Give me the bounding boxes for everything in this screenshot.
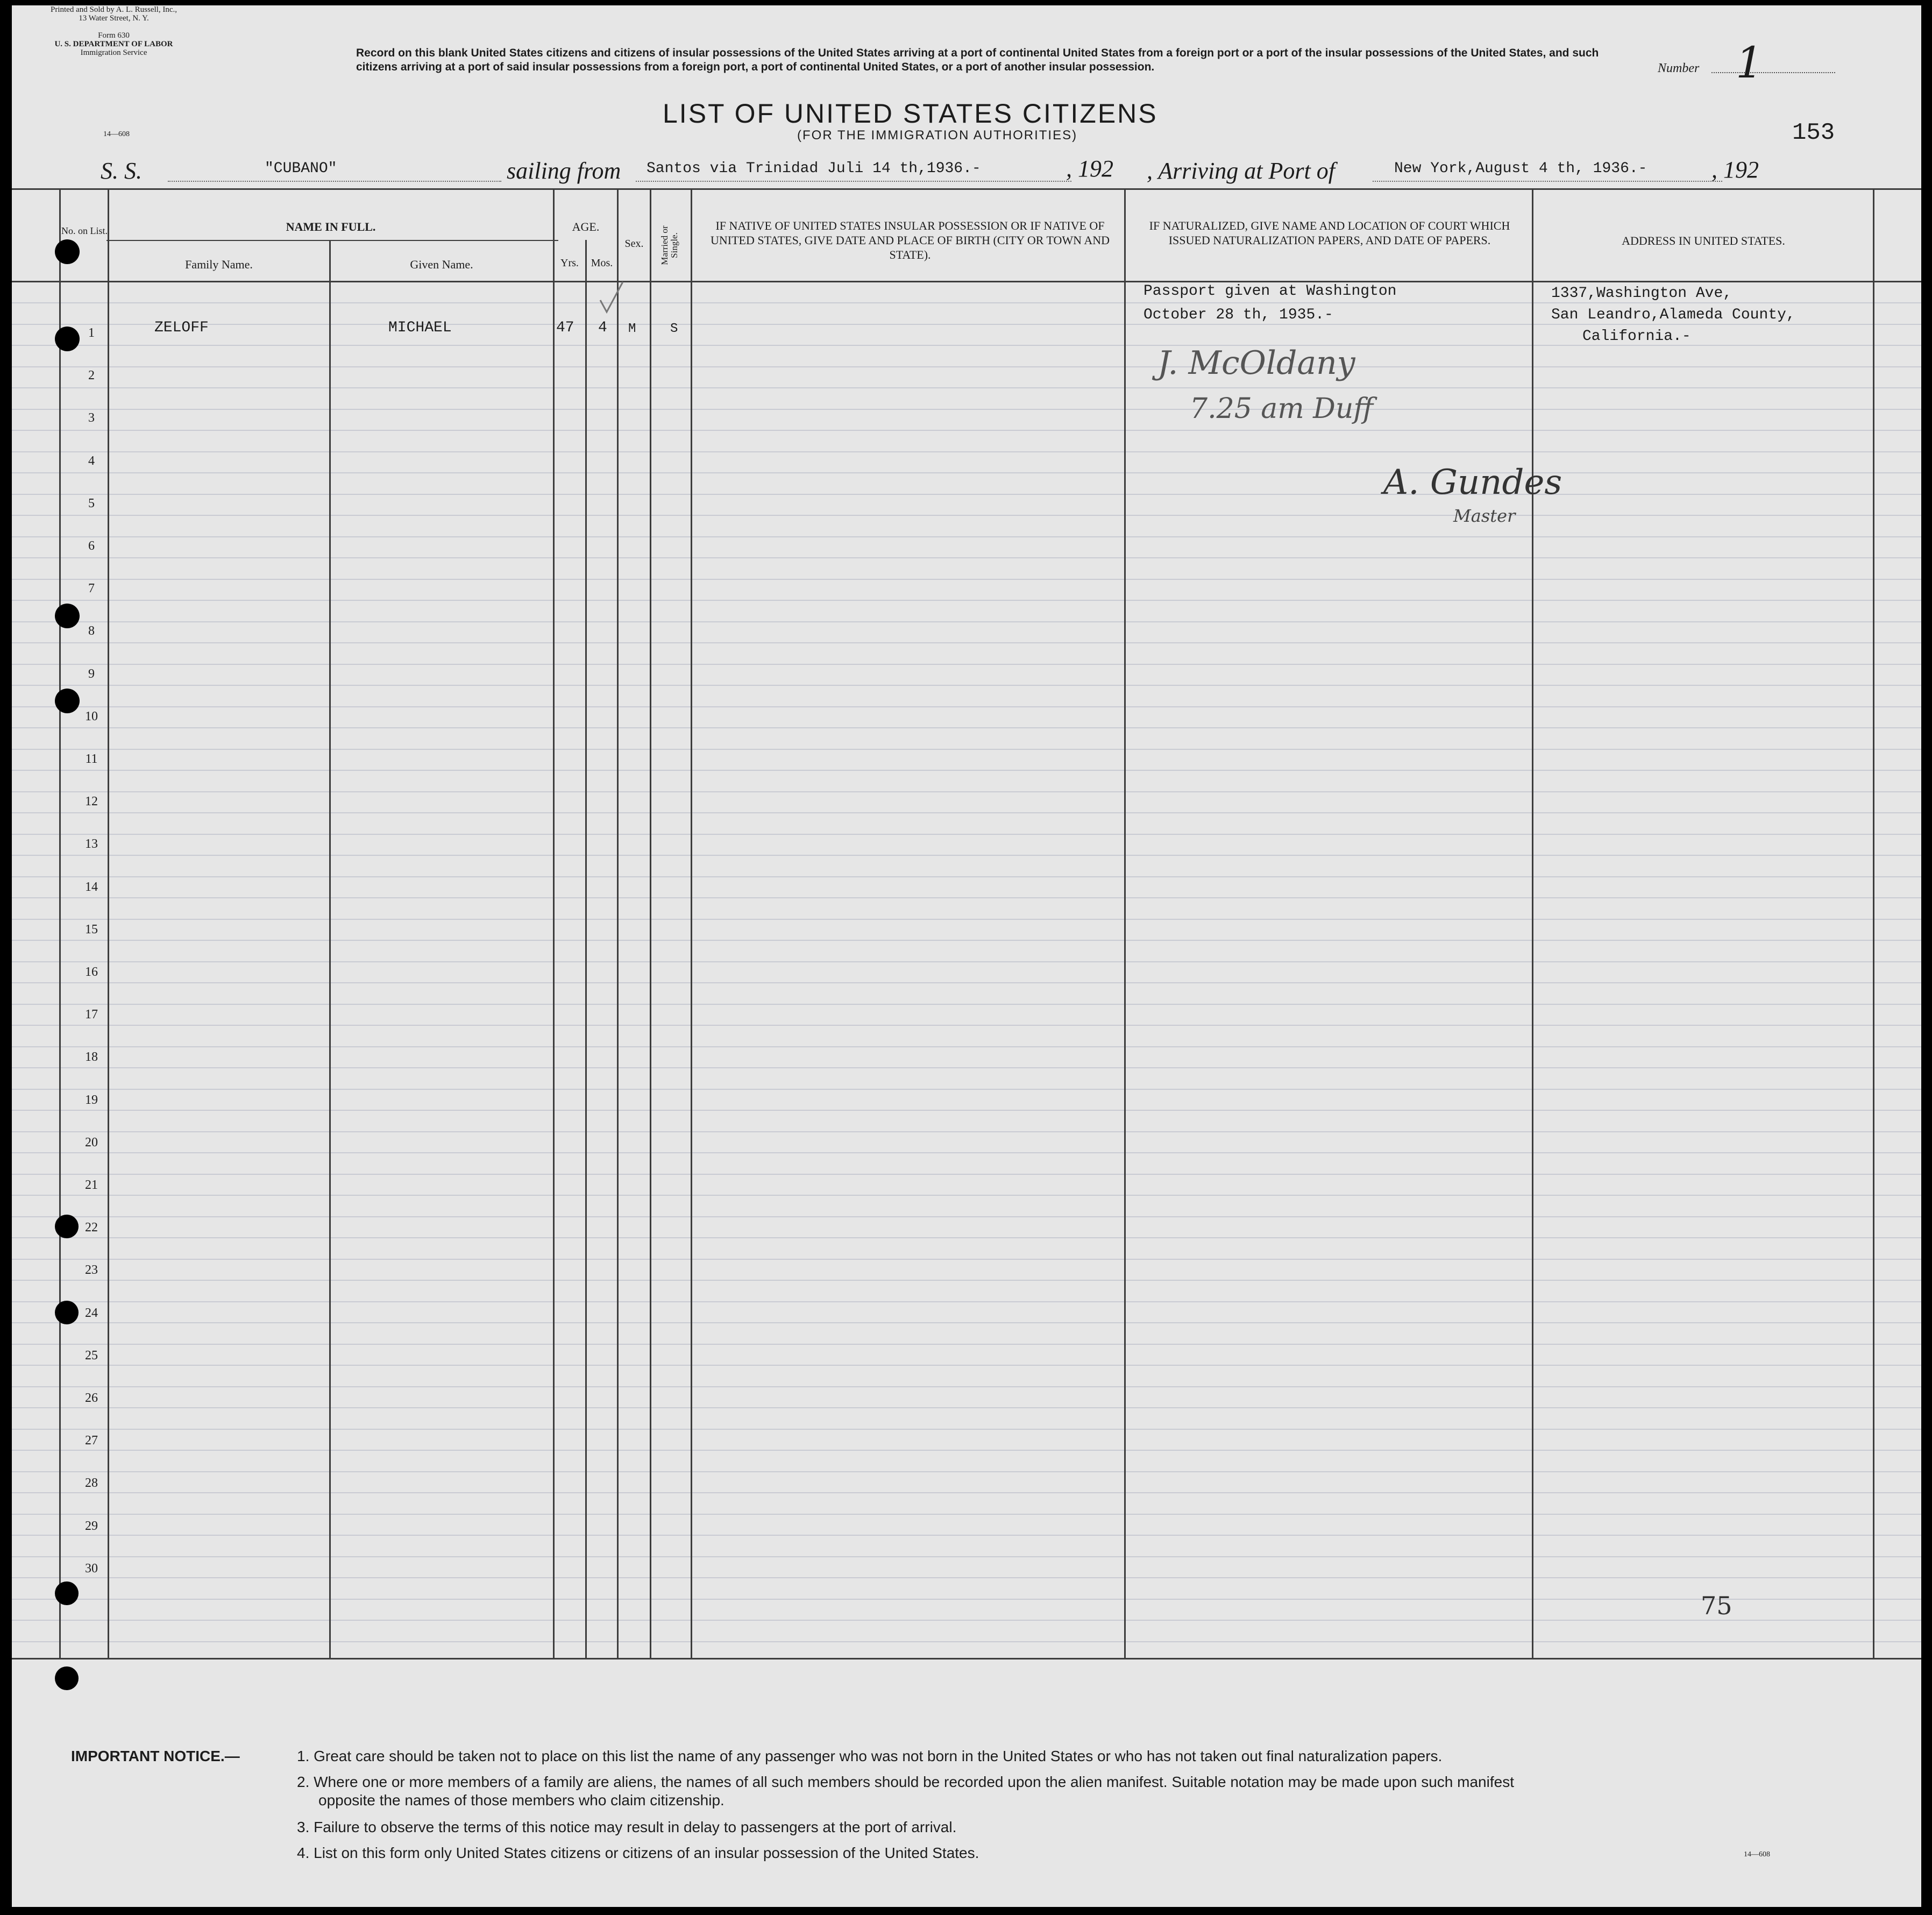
entry-given-name: MICHAEL (388, 320, 452, 336)
entry-age-years: 47 (556, 320, 574, 336)
ruled-line (12, 940, 1921, 941)
ruled-line (12, 1514, 1921, 1515)
header-yrs: Yrs. (560, 257, 579, 269)
notice-item-2b: opposite the names of those members who claim citizenship. (318, 1792, 724, 1808)
address-line-2: San Leandro,Alameda County, (1551, 307, 1795, 323)
ruled-line (12, 706, 1921, 707)
row-number: 8 (88, 624, 95, 638)
service: Immigration Service (80, 48, 147, 57)
check-mark (598, 280, 630, 323)
ss-label: S. S. (101, 158, 142, 184)
notice-item-4: 4. List on this form only United States citizens or citizens of an insular possession of the United States. (297, 1845, 979, 1861)
ruled-line (12, 536, 1921, 537)
header-married-single: Married or Single. (659, 225, 679, 265)
ruled-line (12, 1492, 1921, 1493)
row-number: 9 (88, 667, 95, 681)
ruled-line (12, 621, 1921, 622)
ruled-line (12, 1110, 1921, 1111)
ruled-line (12, 1641, 1921, 1642)
row-number: 2 (88, 368, 95, 382)
row-number: 30 (85, 1562, 98, 1576)
ruled-line (12, 1174, 1921, 1175)
ruled-line (12, 1620, 1921, 1621)
ruled-line (12, 961, 1921, 962)
arriving-label: , Arriving at Port of (1147, 158, 1335, 184)
ruled-line (12, 345, 1921, 346)
ruled-line (12, 834, 1921, 835)
ruled-line (12, 1386, 1921, 1387)
row-number: 11 (85, 752, 98, 766)
punch-hole (55, 1215, 79, 1238)
ruled-line (12, 1067, 1921, 1068)
row-number: 20 (85, 1136, 98, 1150)
ruled-line (12, 1131, 1921, 1132)
entry-married: S (670, 322, 678, 336)
ruled-line (12, 664, 1921, 665)
punch-hole (55, 689, 80, 713)
header-name-in-full: NAME IN FULL. (286, 220, 376, 233)
ruled-line (12, 1301, 1921, 1302)
ruled-line (12, 579, 1921, 580)
ruled-line (12, 727, 1921, 728)
number-label: Number (1658, 61, 1700, 75)
entry-age-months: 4 (598, 320, 607, 336)
record-note: Record on this blank United States citizens and citizens of insular possessions of the United States arriving at a port of continental United States from a foreign port or a port of the insular possessions of the United States, and such citizens arriving at a port of said insular possessions from a foreign port, a port of continental United States, or a port of another insular possession. (356, 47, 1599, 73)
ruled-line (12, 302, 1921, 303)
punch-hole (55, 1581, 79, 1605)
sailing-label: sailing from (507, 158, 621, 184)
ruled-line (12, 1152, 1921, 1153)
ruled-line (12, 791, 1921, 792)
header-no-on-list: No. on List. (61, 225, 108, 236)
ruled-line (12, 430, 1921, 431)
row-number: 12 (85, 795, 98, 808)
page-title: LIST OF UNITED STATES CITIZENS (663, 98, 1158, 129)
ruled-line (12, 1195, 1921, 1196)
ruled-line (12, 685, 1921, 686)
ruled-line (12, 1259, 1921, 1260)
ruled-line (12, 855, 1921, 856)
col-line-sex (650, 188, 651, 1659)
sailing-underline (636, 181, 1071, 182)
bottom-form-code: 14—608 (1744, 1850, 1770, 1859)
row-number: 5 (88, 497, 95, 510)
row-number: 18 (85, 1050, 98, 1064)
ruled-line (12, 1577, 1921, 1578)
ruled-line (12, 749, 1921, 750)
row-number: 28 (85, 1476, 98, 1490)
naturalized-line-2: October 28 th, 1935.- (1143, 307, 1333, 323)
entry-sex: M (628, 322, 636, 336)
arriving-underline (1373, 181, 1722, 182)
row-number: 4 (88, 454, 95, 468)
printer-info (51, 5, 177, 57)
ruled-line (12, 1280, 1921, 1281)
printer-line: Printed and Sold by A. L. Russell, Inc., (51, 5, 177, 14)
ruled-line (12, 366, 1921, 367)
header-mos: Mos. (591, 257, 613, 269)
row-number: 14 (85, 880, 98, 894)
col-line-given (553, 188, 555, 1659)
ruled-line (12, 1046, 1921, 1047)
ruled-line (12, 1025, 1921, 1026)
ruled-line (12, 1344, 1921, 1345)
ship-name: "CUBANO" (265, 160, 337, 177)
entry-family-name: ZELOFF (154, 320, 209, 336)
row-number: 25 (85, 1349, 98, 1363)
notice-item-2a: 2. Where one or more members of a family are aliens, the names of all such members should be recorded upon the alien manifest. Suitable notation may be made upon such manifest (297, 1774, 1514, 1790)
notice-heading: IMPORTANT NOTICE.— (71, 1748, 240, 1764)
row-number: 27 (85, 1434, 98, 1448)
ruled-line (12, 324, 1921, 325)
row-number: 6 (88, 539, 95, 553)
row-number: 3 (88, 411, 95, 425)
ruled-line (12, 919, 1921, 920)
ruled-line (12, 1407, 1921, 1408)
ruled-line (12, 387, 1921, 388)
address-line-3: California.- (1582, 328, 1691, 345)
printer-address: 13 Water Street, N. Y. (79, 14, 149, 23)
page-subtitle: (FOR THE IMMIGRATION AUTHORITIES) (797, 128, 1078, 143)
row-number: 29 (85, 1519, 98, 1533)
ruled-line (12, 876, 1921, 877)
header-native: IF NATIVE OF UNITED STATES INSULAR POSSESSION OR IF NATIVE OF UNITED STATES, GIVE DATE AND PLACE OF BIRTH (CITY OR TOWN AND STATE). (710, 219, 1110, 261)
ruled-line (12, 1216, 1921, 1217)
punch-hole (55, 239, 80, 264)
inspector-signature: J. McOldany (1157, 344, 1355, 382)
row-number: 16 (85, 965, 98, 979)
address-line-1: 1337,Washington Ave, (1551, 285, 1732, 302)
margin-line (59, 188, 61, 1659)
header-family-name: Family Name. (185, 258, 253, 271)
ruled-line (12, 1429, 1921, 1430)
row-number: 13 (85, 837, 98, 851)
form-code: 14—608 (103, 130, 130, 138)
ruled-line (12, 1535, 1921, 1536)
ruled-line (12, 1089, 1921, 1090)
ruled-line (12, 1237, 1921, 1238)
row-number: 10 (85, 710, 98, 724)
ruled-line (12, 982, 1921, 983)
department: U. S. DEPARTMENT OF LABOR (54, 40, 173, 48)
punch-hole (55, 1301, 79, 1324)
ruled-line (12, 1450, 1921, 1451)
number-underline (1711, 72, 1835, 73)
name-divider (106, 240, 558, 241)
ruled-line (12, 812, 1921, 813)
ruled-line (12, 451, 1921, 452)
ruled-line (12, 409, 1921, 410)
ruled-line (12, 600, 1921, 601)
ruled-line (12, 1599, 1921, 1600)
col-line-no (108, 188, 109, 1659)
col-line-family (329, 240, 331, 1659)
inspector-time-note: 7.25 am Duff (1190, 393, 1374, 425)
col-line-yrs (585, 240, 587, 1659)
header-age: AGE. (572, 220, 600, 233)
ruled-line (12, 494, 1921, 495)
ruled-line (12, 472, 1921, 473)
col-line-married (691, 188, 692, 1659)
header-given-name: Given Name. (410, 258, 473, 271)
year-label-1: , 192 (1066, 155, 1113, 182)
notice-item-1: 1. Great care should be taken not to place on this list the name of any passenger who was not born in the United States or who has not taken out final naturalization papers. (297, 1748, 1443, 1764)
header-address: ADDRESS IN UNITED STATES. (1622, 234, 1785, 247)
notice-item-3: 3. Failure to observe the terms of this notice may result in delay to passengers at the port of arrival. (297, 1819, 957, 1835)
ruled-line (12, 1004, 1921, 1005)
row-number: 19 (85, 1093, 98, 1107)
ruled-line (12, 1556, 1921, 1557)
punch-hole (55, 604, 80, 628)
sailing-from: Santos via Trinidad Juli 14 th,1936.- (647, 160, 981, 177)
sheet-number: 153 (1792, 119, 1835, 146)
arriving-port: New York,August 4 th, 1936.- (1394, 160, 1647, 177)
year-label-2: , 192 (1711, 157, 1759, 183)
row-number: 7 (88, 581, 95, 595)
ruled-line (12, 897, 1921, 898)
ruled-line (12, 642, 1921, 643)
table-top-line (12, 188, 1921, 190)
master-title: Master (1453, 506, 1516, 526)
header-bottom-line (12, 281, 1921, 282)
page-mark: 75 (1701, 1591, 1732, 1620)
row-number: 17 (85, 1008, 98, 1022)
form-sheet (12, 5, 1921, 1907)
number-value: 1 (1736, 38, 1763, 88)
row-number: 1 (88, 326, 95, 340)
row-number: 24 (85, 1306, 98, 1320)
punch-hole (55, 1666, 79, 1690)
ruled-line (12, 770, 1921, 771)
row-number: 15 (85, 923, 98, 937)
form-number: Form 630 (98, 31, 130, 40)
ship-underline (168, 181, 501, 182)
col-line-native (1124, 188, 1126, 1659)
master-signature: A. Gundes (1383, 463, 1562, 502)
naturalized-line-1: Passport given at Washington (1143, 283, 1397, 300)
ruled-line (12, 515, 1921, 516)
row-number: 22 (85, 1221, 98, 1235)
col-line-age (617, 188, 619, 1659)
row-number: 21 (85, 1178, 98, 1192)
row-number: 26 (85, 1391, 98, 1405)
col-line-address (1873, 188, 1874, 1659)
ruled-line (12, 1365, 1921, 1366)
row-number: 23 (85, 1263, 98, 1277)
ruled-line (12, 557, 1921, 558)
header-sex: Sex. (624, 238, 644, 250)
ruled-line (12, 1322, 1921, 1323)
ruled-line (12, 1471, 1921, 1472)
header-naturalized: IF NATURALIZED, GIVE NAME AND LOCATION OF COURT WHICH ISSUED NATURALIZATION PAPERS, AND DATE OF PAPERS. (1149, 219, 1510, 247)
table-bottom-line (12, 1658, 1921, 1659)
col-line-naturalized (1532, 188, 1533, 1659)
punch-hole (55, 327, 80, 351)
